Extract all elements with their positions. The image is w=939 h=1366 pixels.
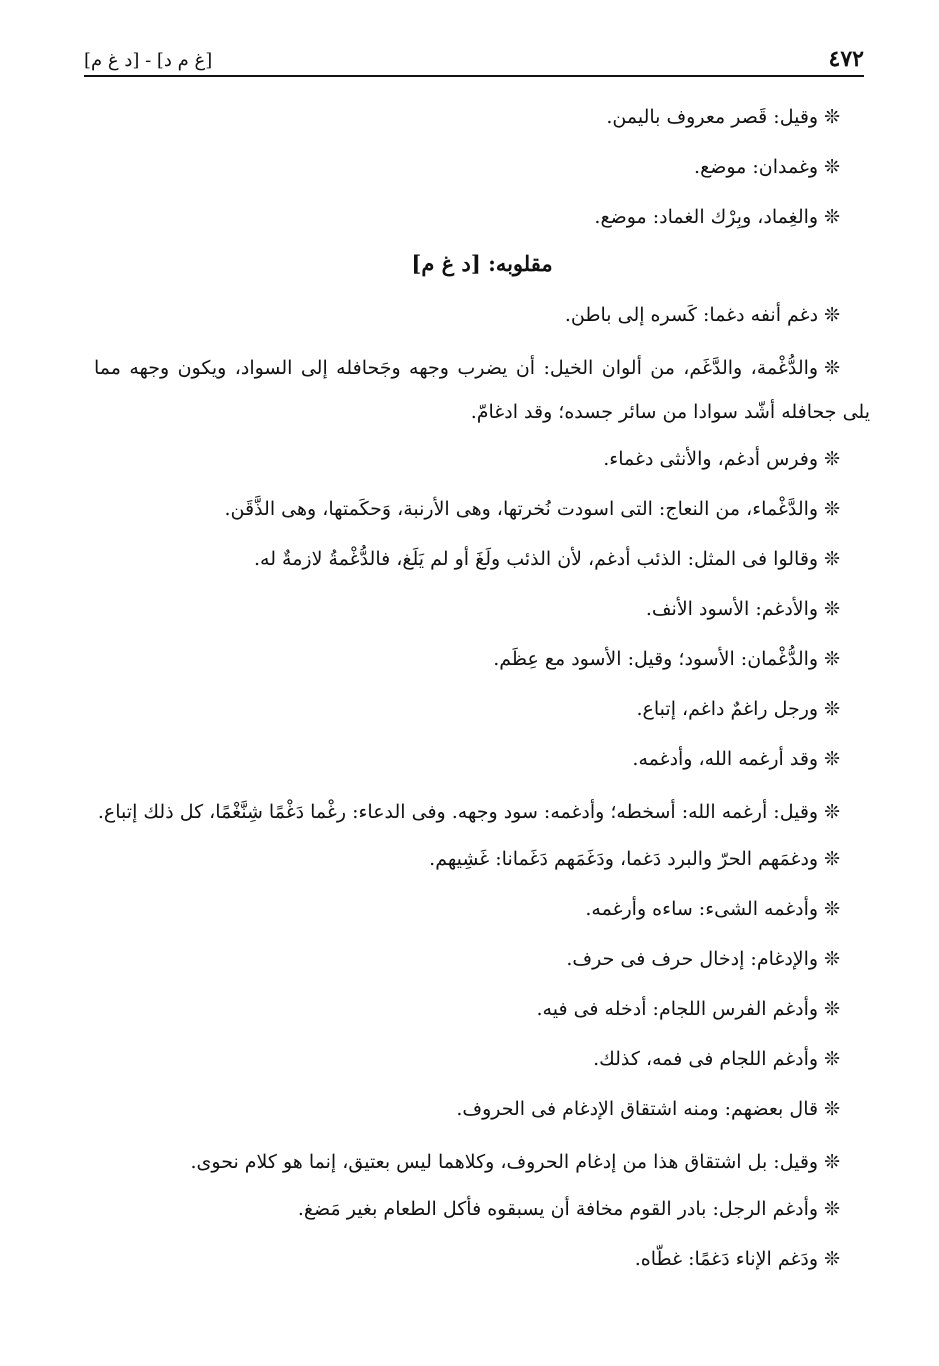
entry-text: وأدغمه الشىء: ساءه وأرغمه.	[585, 898, 819, 920]
asterism-icon: ❊	[824, 698, 840, 720]
asterism-icon: ❊	[824, 998, 840, 1020]
entry-text: والإدغام: إدخال حرف فى حرف.	[566, 948, 819, 970]
entry	[94, 484, 870, 534]
entry	[94, 1184, 870, 1234]
entry	[94, 584, 870, 634]
entry-text: وغمدان: موضع.	[694, 156, 819, 178]
entry	[94, 534, 870, 584]
asterism-icon: ❊	[824, 648, 840, 670]
asterism-icon: ❊	[824, 1048, 840, 1070]
entry-text: دغم أنفه دغما: كَسره إلى باطن.	[564, 304, 819, 326]
asterism-icon: ❊	[824, 548, 840, 570]
section-heading: مقلوبه: [د غ م]	[411, 251, 553, 276]
entry	[94, 1034, 870, 1084]
entry	[94, 984, 870, 1034]
entry-text: والدُّغْمان: الأسود؛ وقيل: الأسود مع عِظَم.	[493, 648, 819, 670]
entry	[94, 92, 870, 142]
asterism-icon: ❊	[824, 598, 840, 620]
asterism-icon: ❊	[824, 304, 840, 326]
entry	[94, 684, 870, 734]
asterism-icon: ❊	[824, 448, 840, 470]
asterism-icon: ❊	[824, 106, 840, 128]
entry	[94, 1140, 870, 1184]
entry-text: ودَغم الإناء دَغمًا: غطّاه.	[634, 1248, 819, 1270]
entry	[94, 884, 870, 934]
entry	[94, 290, 870, 340]
asterism-icon: ❊	[824, 1198, 840, 1220]
entry-text: وقد أرغمه الله، وأدغمه.	[632, 748, 819, 770]
asterism-icon: ❊	[824, 801, 840, 823]
entry	[94, 734, 870, 784]
entry-text: ودغمَهم الحرّ والبرد دَغما، ودَغَمَهم دَغَمانا: غَشِيهم.	[429, 848, 819, 870]
entry	[94, 1084, 870, 1134]
asterism-icon: ❊	[824, 948, 840, 970]
asterism-icon: ❊	[824, 206, 840, 228]
entry-text: وقيل: قَصر معروف باليمن.	[606, 106, 819, 128]
entry-text: وفرس أدغم، والأنثى دغماء.	[603, 448, 819, 470]
entry	[94, 192, 870, 242]
entry	[94, 934, 870, 984]
document-body	[94, 92, 870, 1284]
entry-text: وأدغم اللجام فى فمه، كذلك.	[593, 1048, 819, 1070]
entry-text: والدُّغْمة، والدَّغَم، من ألوان الخيل: أن يضرب وجهه وجَحافله إلى السواد، ويكون وجهه مما يلى جحافله أشّد سوادا من سائر جسده؛ وقد ادغامّ.	[94, 357, 870, 423]
page-header	[84, 40, 864, 70]
running-head: [غ م د] - [د غ م]	[84, 50, 213, 71]
asterism-icon: ❊	[824, 748, 840, 770]
entry	[94, 790, 870, 834]
entry-text: والغِماد، وبِرْك الغماد: موضع.	[594, 206, 819, 228]
entry	[94, 346, 870, 434]
entry-text: والأدغم: الأسود الأنف.	[645, 598, 819, 620]
asterism-icon: ❊	[824, 848, 840, 870]
asterism-icon: ❊	[824, 1098, 840, 1120]
header-rule	[84, 75, 864, 77]
entry	[94, 1234, 870, 1284]
asterism-icon: ❊	[824, 156, 840, 178]
asterism-icon: ❊	[824, 498, 840, 520]
asterism-icon: ❊	[824, 357, 840, 379]
asterism-icon: ❊	[824, 898, 840, 920]
entry	[94, 142, 870, 192]
entry	[94, 434, 870, 484]
entry-text: وأدغم الرجل: بادر القوم مخافة أن يسبقوه فأكل الطعام بغير مَضغ.	[297, 1198, 819, 1220]
entry-text: ورجل راغمٌ داغم، إتباع.	[636, 698, 819, 720]
entry	[94, 834, 870, 884]
entry-text: وقيل: أرغمه الله: أسخطه؛ وأدغمه: سود وجهه. وفى الدعاء: رغْما دَغْمًا شِنَّغْمًا، كل ذلك إتباع.	[97, 801, 819, 823]
entry-text: والدَّغْماء، من النعاج: التى اسودت نُخرتها، وهى الأرنبة، وَحكَمتها، وهى الذَّقَن.	[224, 498, 819, 520]
asterism-icon: ❊	[824, 1151, 840, 1173]
entry-text: وقالوا فى المثل: الذئب أدغم، لأن الذئب ولَغَ أو لم يَلَغ، فالدُّغْمةُ لازمةٌ له.	[254, 548, 819, 570]
entry-text: وقيل: بل اشتقاق هذا من إدغام الحروف، وكلاهما ليس بعتيق، إنما هو كلام نحوى.	[190, 1151, 819, 1173]
entry	[94, 634, 870, 684]
page-number: ٤٧٢	[828, 46, 864, 72]
entry-text: قال بعضهم: ومنه اشتقاق الإدغام فى الحروف.	[456, 1098, 819, 1120]
asterism-icon: ❊	[824, 1248, 840, 1270]
entry-text: وأدغم الفرس اللجام: أدخله فى فيه.	[536, 998, 819, 1020]
